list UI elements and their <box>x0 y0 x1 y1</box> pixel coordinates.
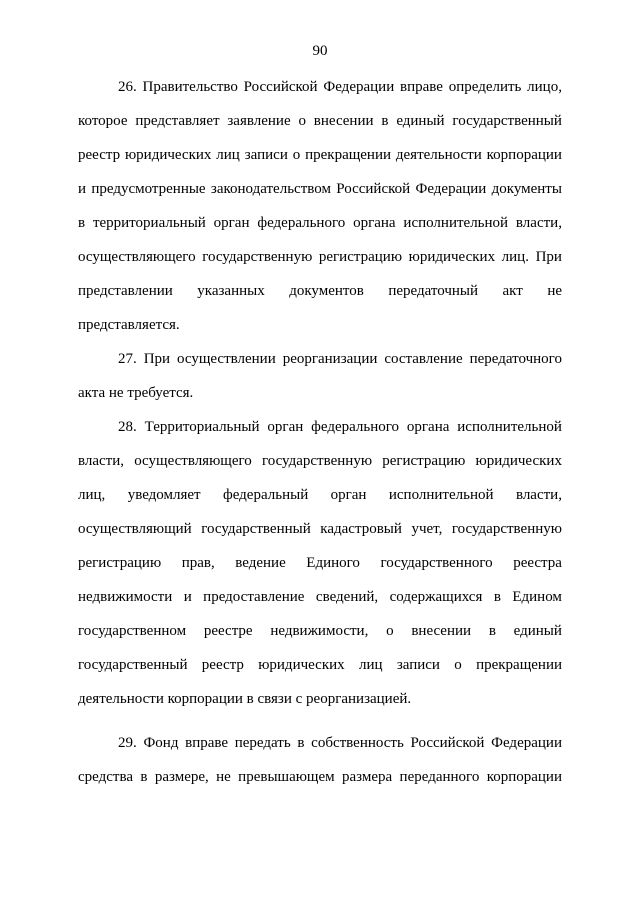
word: При <box>143 351 171 367</box>
text-line <box>78 350 562 384</box>
word: 28. <box>118 419 137 435</box>
word: осуществляющий <box>78 521 192 537</box>
word: корпорации <box>486 147 562 163</box>
word: лиц <box>358 657 383 673</box>
text-line <box>78 146 562 180</box>
word: осуществлении <box>177 351 276 367</box>
paragraph-28 <box>78 418 562 724</box>
word: юридических <box>475 453 562 469</box>
word: Правительство <box>142 79 238 95</box>
word: записи <box>396 657 440 673</box>
word: представляет <box>135 113 220 129</box>
text-line <box>78 520 562 554</box>
word: юридических <box>124 147 212 163</box>
word: орган <box>330 487 367 503</box>
word: о <box>298 113 306 129</box>
word: исполнительной <box>403 215 509 231</box>
word: государственную <box>261 453 373 469</box>
word: передаточный <box>388 283 479 299</box>
word: законодательством <box>210 181 331 197</box>
word: представлении <box>78 283 173 299</box>
text-line <box>78 112 562 146</box>
text-line <box>78 588 562 622</box>
word: в <box>297 735 305 751</box>
word: При <box>535 249 562 265</box>
text-line <box>78 622 562 656</box>
word: передаточного <box>469 351 562 367</box>
word: документы <box>491 181 562 197</box>
word: ведение <box>235 555 286 571</box>
word: реестр <box>78 147 121 163</box>
word: осуществляющего <box>134 453 252 469</box>
word: власти, <box>78 453 125 469</box>
word: Российской <box>336 181 411 197</box>
word: записи <box>244 147 288 163</box>
text-line <box>78 180 562 214</box>
word: федерального <box>311 419 400 435</box>
text-line: представляется. <box>78 317 180 333</box>
word: регистрацию <box>382 453 466 469</box>
text-line <box>78 78 562 112</box>
word: осуществляющего <box>78 249 196 265</box>
word: внесении <box>313 113 374 129</box>
word: орган <box>267 419 304 435</box>
text-line <box>78 282 562 316</box>
word: превышающем <box>238 769 335 785</box>
word: в <box>78 215 86 231</box>
word: 29. <box>118 735 137 751</box>
word: деятельности <box>395 147 482 163</box>
word: внесении <box>411 623 472 639</box>
word: Единого <box>306 555 360 571</box>
word: указанных <box>197 283 265 299</box>
word: органа <box>353 215 396 231</box>
word: о <box>292 147 301 163</box>
word: составление <box>384 351 463 367</box>
text-line: деятельности корпорации в связи с реорганизацией. <box>78 691 412 707</box>
word: размера <box>342 769 393 785</box>
word: предоставление <box>203 589 305 605</box>
word: собственность <box>311 735 404 751</box>
word: размере, <box>154 769 209 785</box>
word: определить <box>448 79 522 95</box>
word: единый <box>396 113 445 129</box>
word: о <box>386 623 394 639</box>
text-line <box>78 418 562 452</box>
word: документов <box>289 283 364 299</box>
word: прекращении <box>476 657 562 673</box>
word: реестра <box>513 555 562 571</box>
word: юридических <box>408 249 496 265</box>
word: лицо, <box>527 79 562 95</box>
paragraph-26 <box>78 78 562 350</box>
word: прав, <box>181 555 215 571</box>
word: реорганизации <box>282 351 378 367</box>
text-line <box>78 554 562 588</box>
paragraph-29 <box>78 734 562 802</box>
word: прекращении <box>305 147 392 163</box>
paragraph-27 <box>78 350 562 418</box>
word: в <box>493 589 501 605</box>
word: Российской <box>410 735 485 751</box>
word: заявление <box>227 113 291 129</box>
word: регистрацию <box>78 555 162 571</box>
word: власти, <box>515 215 562 231</box>
word: и <box>183 589 192 605</box>
word: исполнительной <box>457 419 562 435</box>
word: Российской <box>243 79 318 95</box>
word: которое <box>78 113 128 129</box>
word: недвижимости, <box>270 623 369 639</box>
word: недвижимости <box>78 589 173 605</box>
word: исполнительной <box>388 487 494 503</box>
word: федерального <box>257 215 346 231</box>
word: учет, <box>411 521 443 537</box>
text-line <box>78 734 562 768</box>
word: государственную <box>202 249 313 265</box>
word: кадастровый <box>320 521 402 537</box>
word: переданного <box>399 769 480 785</box>
word: акт <box>502 283 523 299</box>
word: 27. <box>118 351 137 367</box>
word: вправе <box>185 735 229 751</box>
word: реестре <box>203 623 253 639</box>
word: государственную <box>451 521 562 537</box>
word: регистрацию <box>318 249 403 265</box>
word: юридических <box>258 657 345 673</box>
word: органа <box>406 419 450 435</box>
word: государственный <box>201 521 311 537</box>
word: орган <box>213 215 250 231</box>
word: Федерации <box>323 79 395 95</box>
word: 26. <box>118 79 137 95</box>
word: в <box>488 623 496 639</box>
word: вправе <box>400 79 443 95</box>
word: Фонд <box>143 735 179 751</box>
word: в <box>140 769 148 785</box>
word: не <box>216 769 231 785</box>
text-line <box>78 248 562 282</box>
word: государственный <box>78 657 188 673</box>
word: лиц <box>216 147 240 163</box>
word: уведомляет <box>127 487 201 503</box>
word: лиц, <box>78 487 106 503</box>
word: Федерации <box>415 181 487 197</box>
word: корпорации <box>486 769 562 785</box>
text-line <box>78 656 562 690</box>
word: содержащихся <box>389 589 483 605</box>
text-line <box>78 486 562 520</box>
word: государственном <box>78 623 187 639</box>
word: и <box>78 181 87 197</box>
word: средства <box>78 769 134 785</box>
word: предусмотренные <box>91 181 206 197</box>
text-line <box>78 214 562 248</box>
word: единый <box>513 623 562 639</box>
text-line: акта не требуется. <box>78 385 194 401</box>
page-number: 90 <box>312 43 328 59</box>
word: в <box>381 113 389 129</box>
word: федеральный <box>223 487 309 503</box>
word: сведений, <box>315 589 379 605</box>
word: власти, <box>515 487 562 503</box>
word: о <box>454 657 462 673</box>
word: Территориальный <box>144 419 260 435</box>
word: передать <box>234 735 291 751</box>
word: Едином <box>512 589 562 605</box>
word: реестр <box>201 657 244 673</box>
text-line <box>78 452 562 486</box>
word: государственный <box>452 113 562 129</box>
word: Федерации <box>491 735 562 751</box>
word: государственного <box>380 555 493 571</box>
word: лиц. <box>501 249 529 265</box>
word: не <box>547 283 562 299</box>
word: территориальный <box>92 215 206 231</box>
text-line <box>78 768 562 802</box>
